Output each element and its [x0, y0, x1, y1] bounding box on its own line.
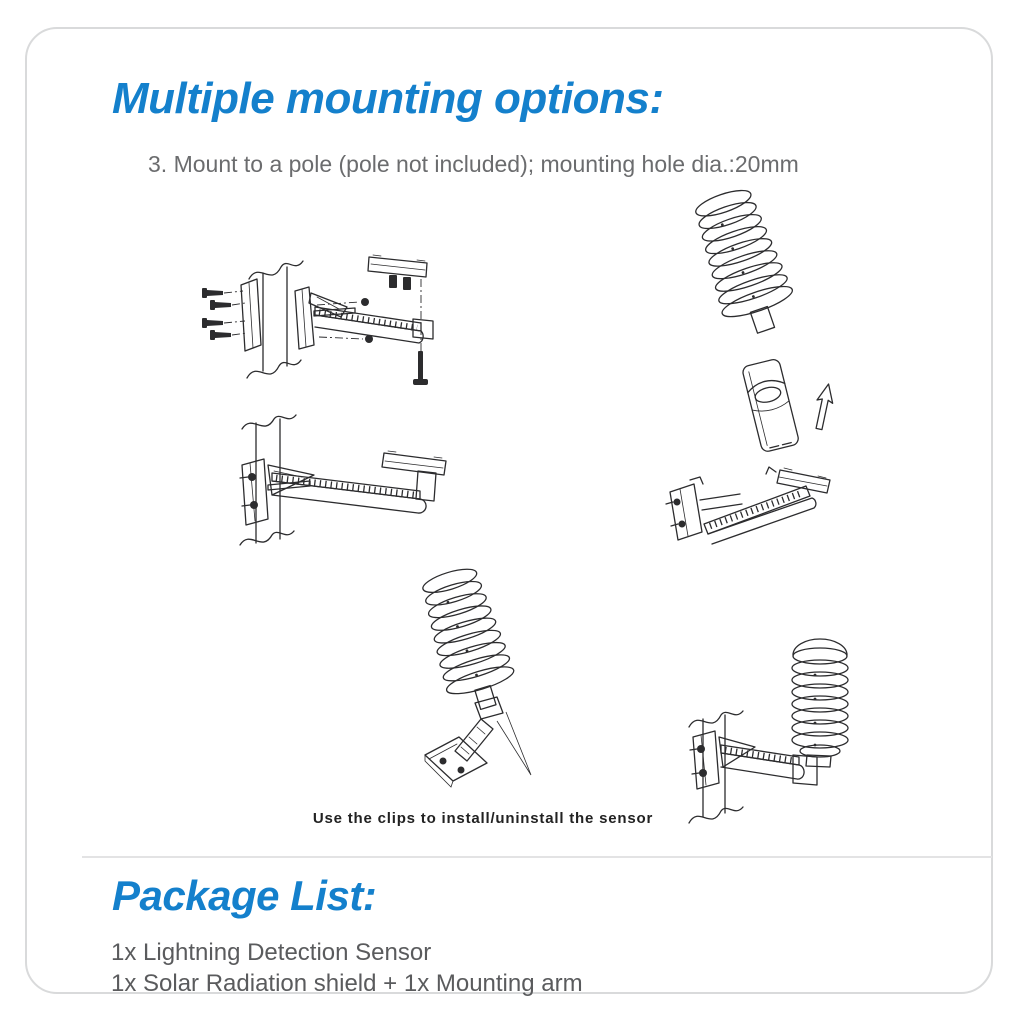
package-item: 1x Lightning Detection Sensor [111, 939, 432, 966]
package-item: 1x Solar Radiation shield + 1x Mounting arm [111, 970, 583, 997]
clip-hinge [475, 697, 503, 719]
pole-bracket-exploded-view-diagram [197, 247, 462, 395]
full-pole-assembly-diagram [685, 625, 860, 840]
radiation-shield-icon [414, 562, 522, 717]
mounting-arm-diagram [660, 452, 832, 550]
diagram-caption: Use the clips to install/uninstall the sensor [312, 810, 654, 827]
clip-base-plate [425, 737, 487, 781]
package-list [111, 937, 583, 999]
sensor-icon [742, 358, 800, 453]
mounting-arm-on-pole-diagram [222, 407, 452, 557]
radiation-shield-sensor-insert-diagram [677, 201, 842, 457]
screw-icon [202, 288, 247, 340]
up-arrow-icon [811, 382, 836, 430]
shield-on-clip-bracket-diagram [407, 579, 547, 803]
section-title-mounting: Multiple mounting options: [112, 74, 664, 123]
radiation-shield-icon [685, 183, 802, 342]
mounting-step-text: 3. Mount to a pole (pole not included); mounting hole dia.:20mm [148, 151, 799, 177]
section-divider [82, 856, 992, 858]
leader-lines [497, 712, 531, 775]
radiation-shield-icon [792, 639, 848, 767]
section-title-package: Package List: [112, 872, 377, 919]
instruction-card [25, 27, 993, 997]
